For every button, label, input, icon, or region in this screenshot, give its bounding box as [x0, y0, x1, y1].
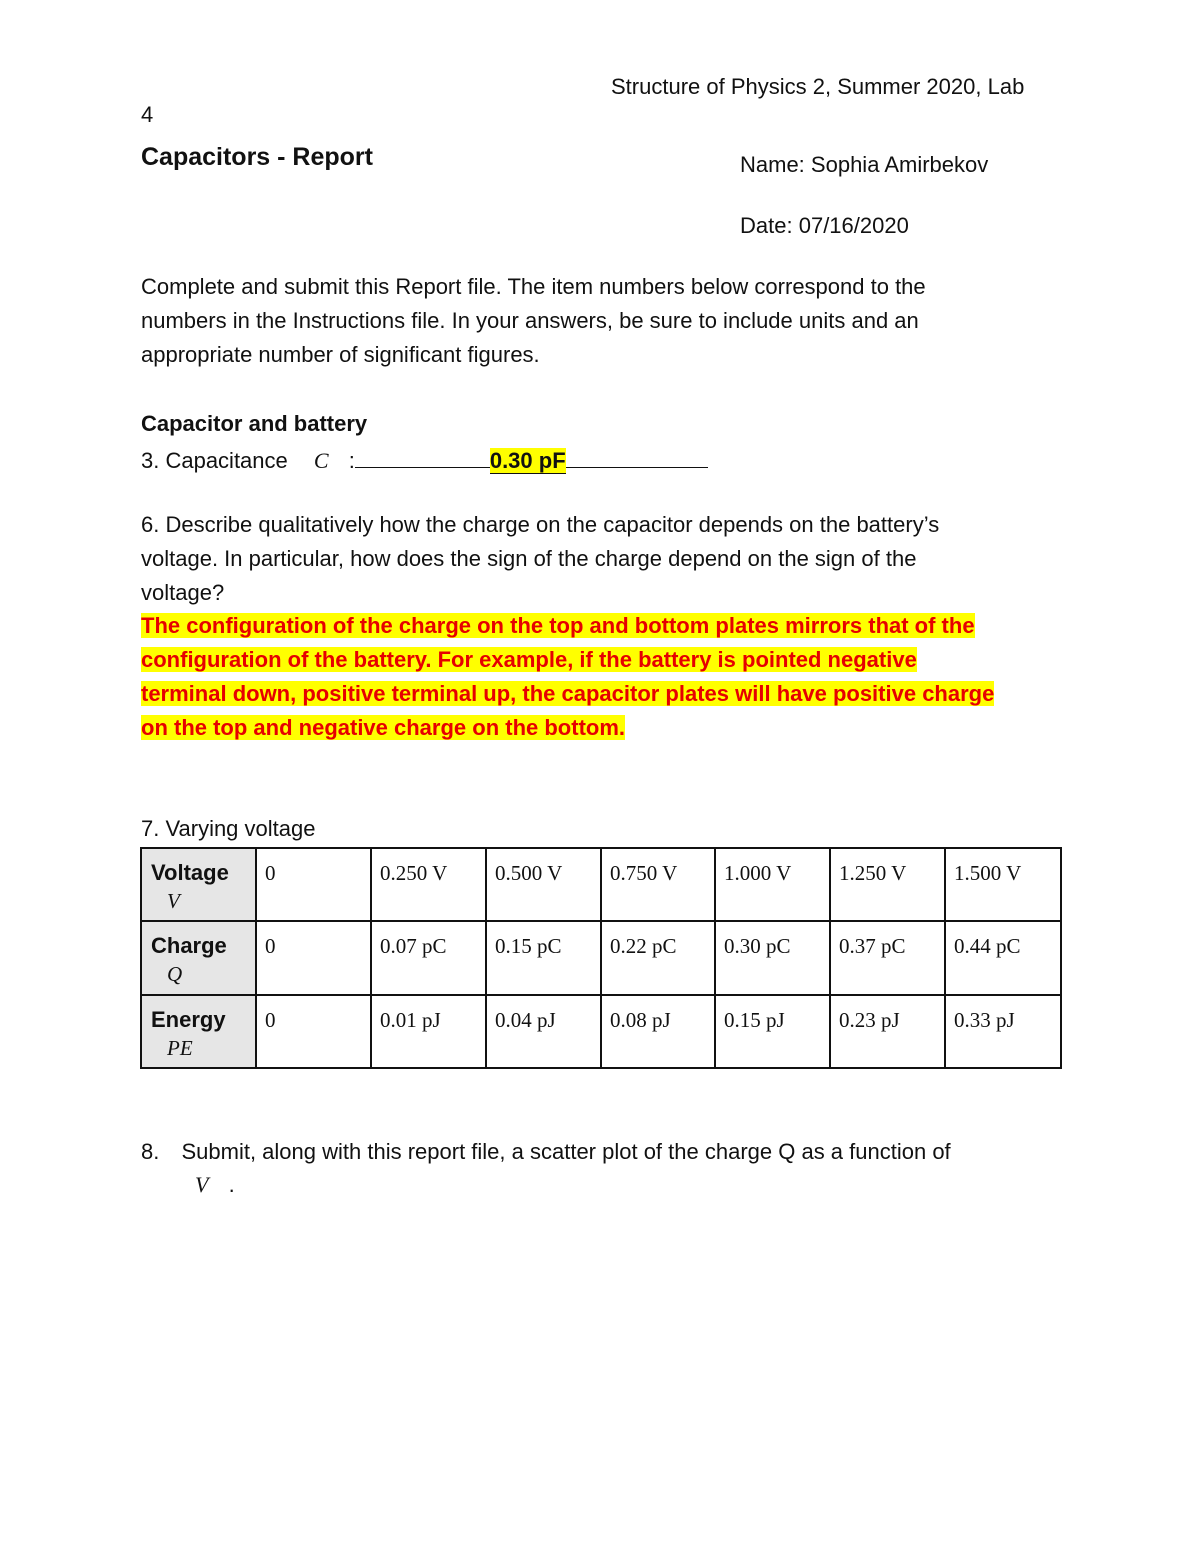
section-heading: Capacitor and battery	[141, 411, 368, 436]
table-cell: 1.000 V	[715, 848, 830, 921]
table-cell: 0.22 pC	[601, 921, 715, 994]
table-row-voltage	[141, 848, 1061, 921]
q8-text: Submit, along with this report file, a scatter plot of the charge Q as a function of	[181, 1139, 951, 1164]
table-cell: 0	[256, 848, 371, 921]
q3-symbol: C	[313, 448, 329, 473]
table-cell: 0.37 pC	[830, 921, 945, 994]
table-cell: 0.15 pJ	[715, 995, 830, 1068]
date-label: Date:	[740, 213, 793, 238]
q8-continuation	[195, 1172, 235, 1198]
date-line	[740, 213, 909, 239]
table-cell: 0.08 pJ	[601, 995, 715, 1068]
name-label: Name:	[740, 152, 805, 177]
intro-paragraph	[141, 270, 926, 372]
table-cell: 0.01 pJ	[371, 995, 486, 1068]
q6-answer-line: The configuration of the charge on the top and bottom plates mirrors that of the	[141, 613, 975, 638]
table-cell: 0.33 pJ	[945, 995, 1061, 1068]
row-header-label: Energy	[151, 1006, 226, 1032]
q8-symbol: V	[195, 1172, 209, 1197]
intro-line: numbers in the Instructions file. In your answers, be sure to include units and an	[141, 308, 919, 333]
table-cell: 0	[256, 921, 371, 994]
q6-line: 6. Describe qualitatively how the charge on the capacitor depends on the battery’s	[141, 512, 940, 537]
intro-line: appropriate number of significant figures.	[141, 342, 540, 367]
table-cell: 0.750 V	[601, 848, 715, 921]
q6-line: voltage. In particular, how does the sign of the charge depend on the sign of the	[141, 546, 917, 571]
q3-label: 3. Capacitance	[141, 448, 288, 473]
q6-answer	[141, 609, 994, 745]
q3-blank-left	[355, 445, 490, 468]
table-cell: 1.250 V	[830, 848, 945, 921]
table-cell: 0.500 V	[486, 848, 601, 921]
varying-voltage-table	[140, 847, 1062, 1069]
q6-answer-line: terminal down, positive terminal up, the capacitor plates will have positive charge	[141, 681, 995, 706]
table-row-charge	[141, 921, 1061, 994]
q3-blank-right	[566, 445, 708, 468]
date-value: 07/16/2020	[798, 213, 909, 238]
question-6	[141, 508, 939, 610]
table-cell: 0.23 pJ	[830, 995, 945, 1068]
name-value: Sophia Amirbekov	[810, 152, 989, 177]
q8-period: .	[228, 1172, 235, 1197]
row-header-energy	[141, 995, 256, 1068]
q3-answer: 0.30 pF	[489, 448, 566, 473]
row-header-voltage	[141, 848, 256, 921]
q7-label: 7. Varying voltage	[141, 816, 316, 841]
course-header: Structure of Physics 2, Summer 2020, Lab	[611, 74, 1025, 99]
question-8	[141, 1139, 951, 1165]
q3-colon: :	[348, 448, 355, 473]
q8-number: 8.	[141, 1139, 160, 1164]
q6-line: voltage?	[141, 580, 225, 605]
q6-answer-line: on the top and negative charge on the bottom.	[141, 715, 626, 740]
table-cell: 0	[256, 995, 371, 1068]
table-row-energy	[141, 995, 1061, 1068]
table-cell: 0.250 V	[371, 848, 486, 921]
row-header-label: Voltage	[151, 860, 229, 885]
lab-number: 4	[141, 102, 154, 127]
table-cell: 0.04 pJ	[486, 995, 601, 1068]
table-cell: 0.07 pC	[371, 921, 486, 994]
question-3	[141, 445, 708, 474]
name-line	[740, 152, 988, 178]
table-cell: 1.500 V	[945, 848, 1061, 921]
row-header-label: Charge	[151, 933, 227, 959]
table-cell: 0.30 pC	[715, 921, 830, 994]
table-cell: 0.15 pC	[486, 921, 601, 994]
intro-line: Complete and submit this Report file. The item numbers below correspond to the	[141, 274, 926, 299]
row-header-charge	[141, 921, 256, 994]
q6-answer-line: configuration of the battery. For example, if the battery is pointed negative	[141, 647, 917, 672]
row-header-symbol: Q	[167, 962, 183, 987]
row-header-symbol: V	[167, 889, 180, 913]
row-header-symbol: PE	[167, 1035, 193, 1060]
table-cell: 0.44 pC	[945, 921, 1061, 994]
page-title: Capacitors - Report	[141, 143, 373, 171]
